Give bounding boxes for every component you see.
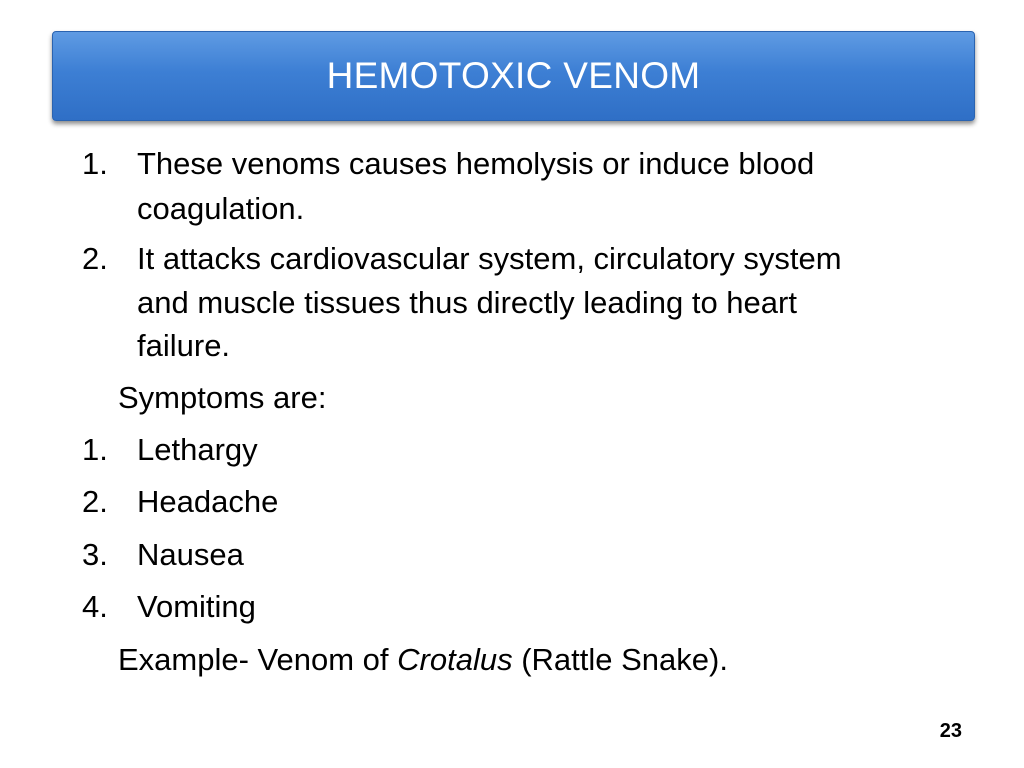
- symptom-label: Vomiting: [137, 589, 256, 624]
- symptom-label: Nausea: [137, 537, 244, 572]
- symptom-number: 2.: [82, 484, 108, 519]
- point-line: It attacks cardiovascular system, circulatory system: [137, 241, 842, 276]
- symptom-number: 1.: [82, 432, 108, 467]
- example-prefix: Example- Venom of: [118, 642, 398, 677]
- symptom-number: 4.: [82, 589, 108, 624]
- point-number: 2.: [82, 241, 108, 276]
- symptom-label: Headache: [137, 484, 279, 519]
- point-line: coagulation.: [137, 191, 305, 226]
- point-line: and muscle tissues thus directly leading to heart: [137, 285, 797, 320]
- point-line: failure.: [137, 328, 231, 363]
- example-line: [118, 637, 728, 682]
- symptom-number: 3.: [82, 537, 108, 572]
- symptom-label: Lethargy: [137, 432, 258, 467]
- page-number: 23: [939, 720, 962, 742]
- example-genus: Crotalus: [397, 642, 513, 677]
- point-line: These venoms causes hemolysis or induce blood: [137, 146, 815, 181]
- example-suffix: (Rattle Snake).: [512, 642, 728, 677]
- point-number: 1.: [82, 146, 108, 181]
- slide-title: HEMOTOXIC VENOM: [326, 55, 701, 96]
- symptoms-heading: Symptoms are:: [118, 380, 327, 415]
